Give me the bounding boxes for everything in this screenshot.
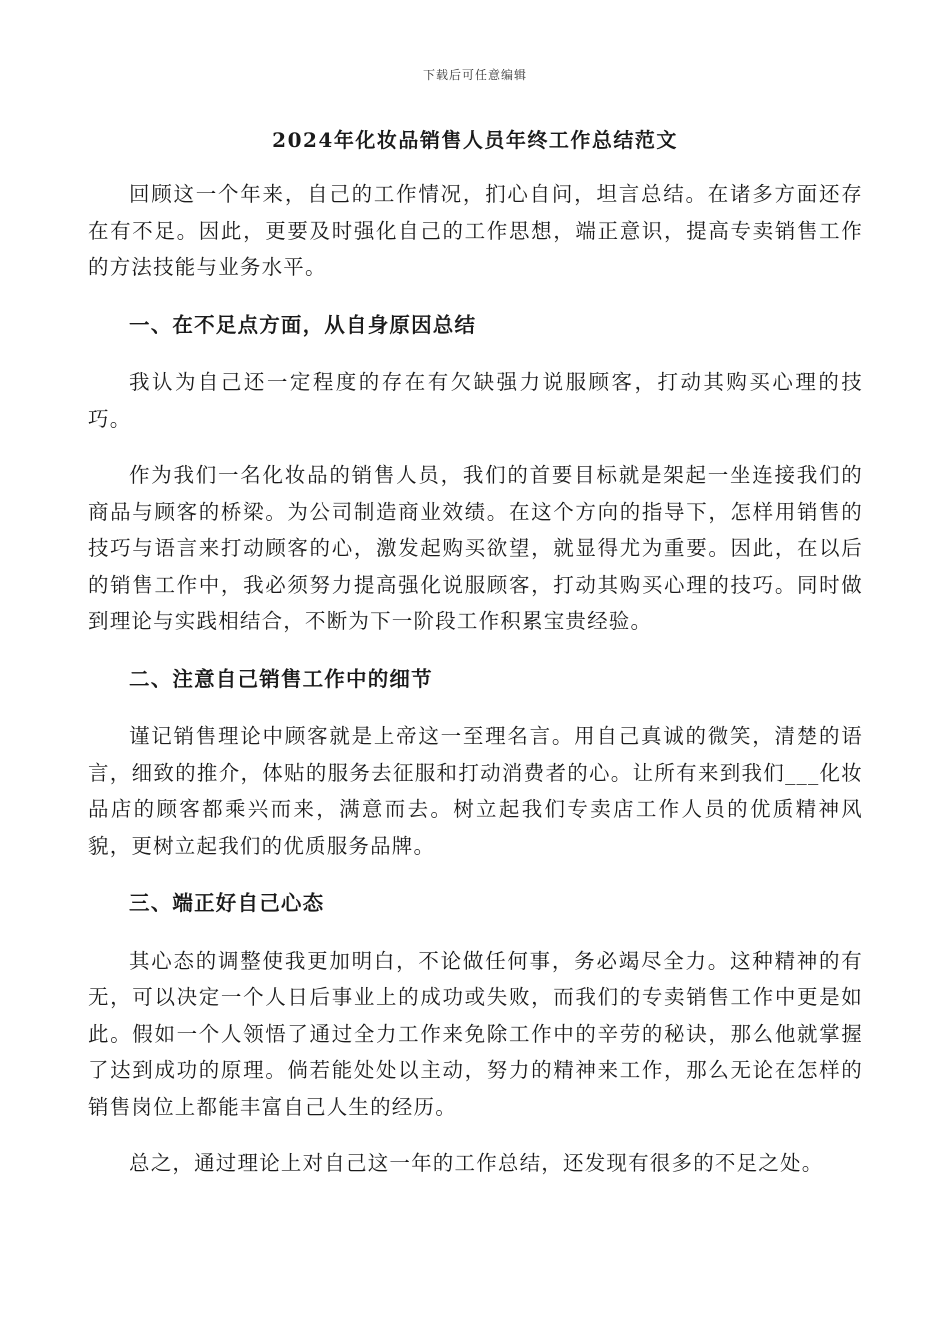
section-1-paragraph-1: 我认为自己还一定程度的存在有欠缺强力说服顾客，打动其购买心理的技巧。 <box>88 370 863 431</box>
section-heading-1: 一、在不足点方面，从自身原因总结 <box>129 312 477 337</box>
document-body <box>88 176 863 1182</box>
page-header-note: 下载后可任意编辑 <box>422 68 527 82</box>
section-3-paragraph-2: 总之，通过理论上对自己这一年的工作总结，还发现有很多的不足之处。 <box>129 1151 824 1175</box>
section-heading-2: 二、注意自己销售工作中的细节 <box>129 666 433 691</box>
document-title: 2024年化妆品销售人员年终工作总结范文 <box>272 128 678 152</box>
section-1-paragraph-2: 作为我们一名化妆品的销售人员，我们的首要目标就是架起一坐连接我们的商品与顾客的桥梁。为公司制造商业效绩。在这个方向的指导下，怎样用销售的技巧与语言来打动顾客的心，激发起购买欲望，就显得尤为重要。因此，在以后的销售工作中，我必须努力提高强化说服顾客，打动其购买心理的技巧。同时做到理论与实践相结合，不断为下一阶段工作积累宝贵经验。 <box>88 463 863 633</box>
section-2-paragraph-1: 谨记销售理论中顾客就是上帝这一至理名言。用自己真诚的微笑，清楚的语言，细致的推介，体贴的服务去征服和打动消费者的心。让所有来到我们___化妆品店的顾客都乘兴而来，满意而去。树立起我们专卖店工作人员的优质精神风貌，更树立起我们的优质服务品牌。 <box>88 724 863 858</box>
section-heading-3: 三、端正好自己心态 <box>129 891 325 915</box>
intro-paragraph: 回顾这一个年来，自己的工作情况，扪心自问，坦言总结。在诸多方面还存在有不足。因此，更要及时强化自己的工作思想，端正意识，提高专卖销售工作的方法技能与业务水平。 <box>88 182 863 279</box>
section-3-paragraph-1: 其心态的调整使我更加明白，不论做任何事，务必竭尽全力。这种精神的有无，可以决定一个人日后事业上的成功或失败，而我们的专卖销售工作中更是如此。假如一个人领悟了通过全力工作来免除工作中的辛劳的秘诀，那么他就掌握了达到成功的原理。倘若能处处以主动，努力的精神来工作，那么无论在怎样的销售岗位上都能丰富自己人生的经历。 <box>88 948 863 1119</box>
